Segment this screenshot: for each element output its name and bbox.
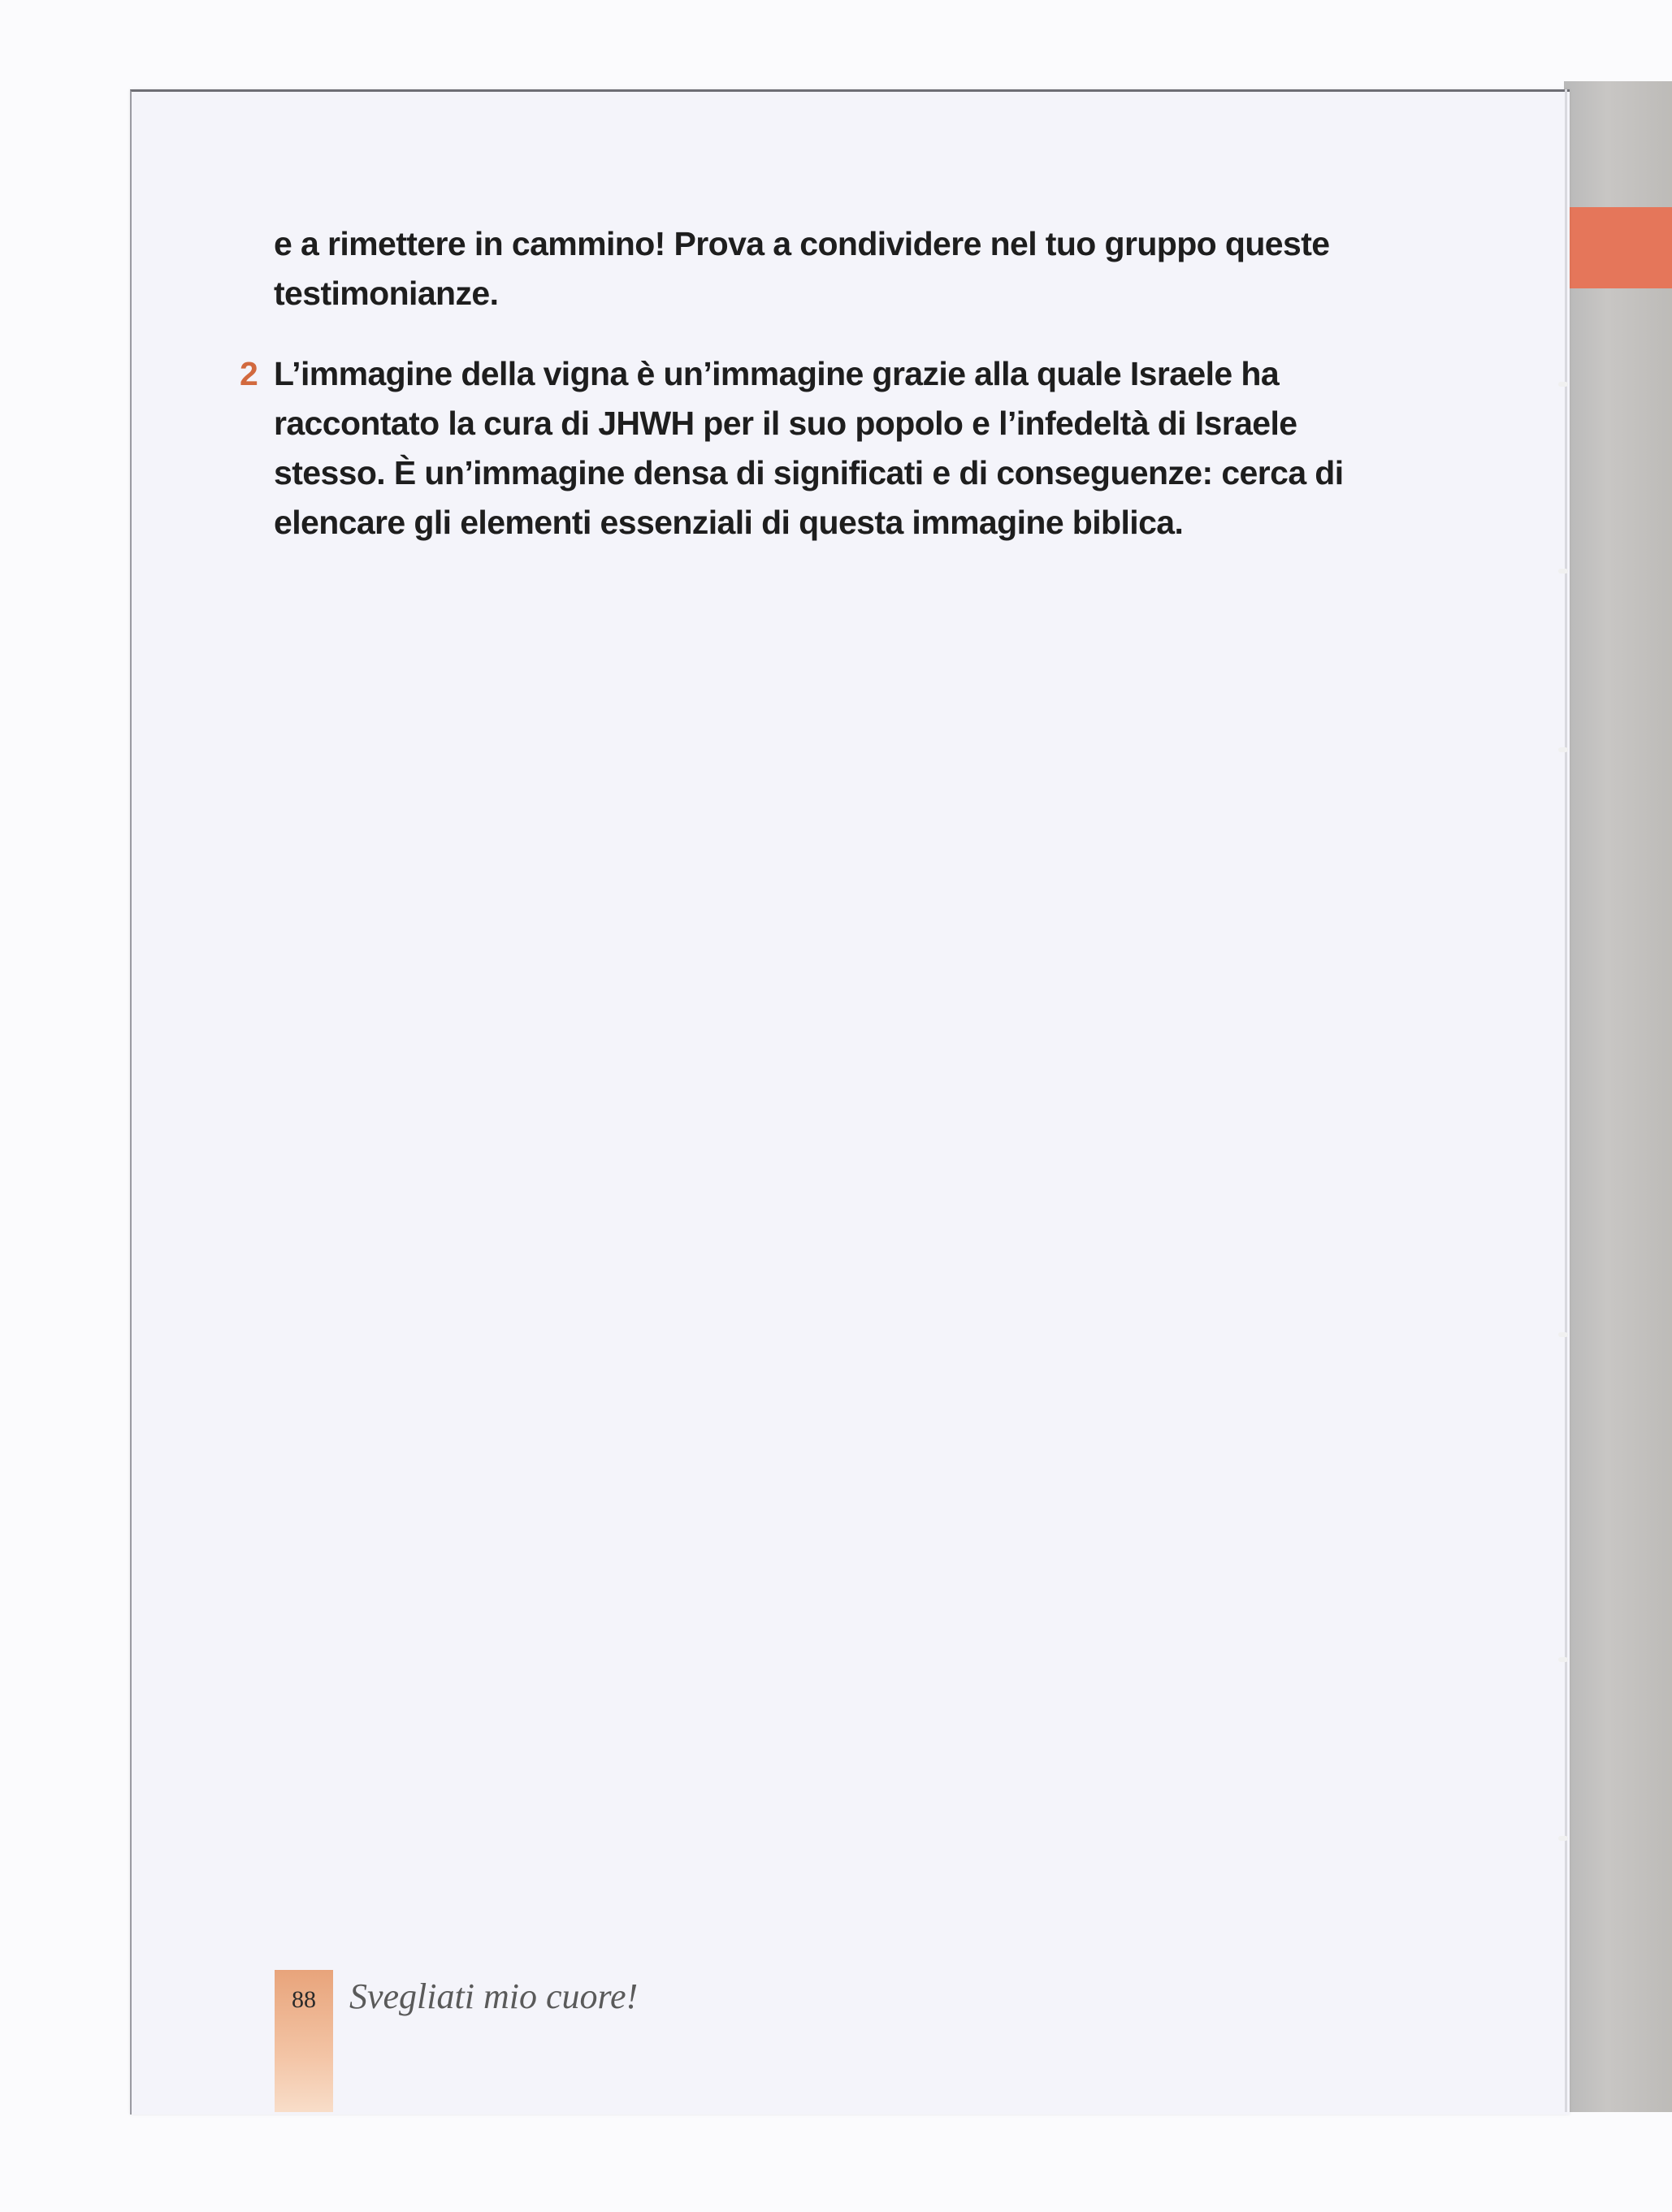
page-content [240, 219, 1411, 548]
binding-stitch [1558, 1657, 1568, 1662]
binding-stitch [1558, 1836, 1568, 1841]
paragraph-continuation: e a rimettere in cammino! Prova a condividere nel tuo gruppo queste testimonianze. [274, 225, 1330, 312]
binding-stitch [1558, 382, 1568, 387]
next-page-edge [1564, 81, 1672, 2112]
chapter-tab-marker [1564, 207, 1672, 288]
question-item-2 [240, 349, 1411, 548]
binding-stitch [1558, 747, 1568, 752]
running-title: Svegliati mio cuore! [349, 1976, 639, 2016]
item-text: L’immagine della vigna è un’immagine grazie alla quale Israele ha raccontato la cura di JHWH per il suo popolo e l’infedeltà di Israele stesso. È un’immagine densa di significati e di conseguenze: cerca di elencare gli elementi essenziali di questa immagine biblica. [274, 355, 1344, 541]
page-number: 88 [292, 1986, 316, 2013]
binding-stitch [1558, 569, 1568, 574]
item-number: 2 [240, 355, 258, 392]
binding-stitch [1558, 1332, 1568, 1337]
page-spine [1565, 89, 1567, 2112]
